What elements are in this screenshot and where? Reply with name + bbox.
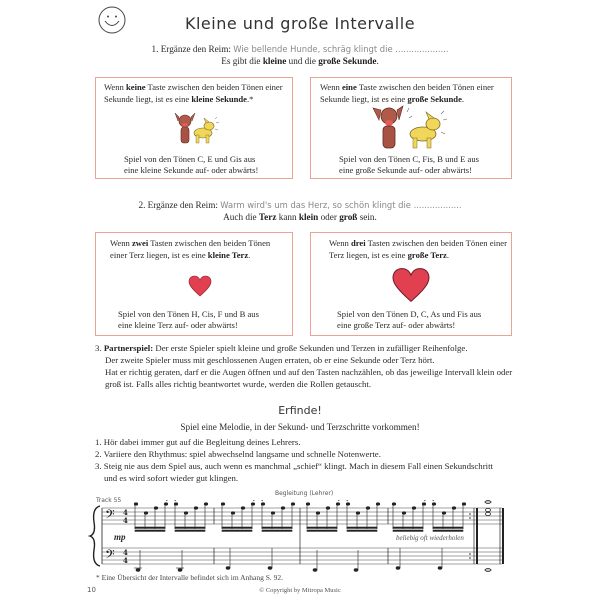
- section1-prompt: [0, 43, 600, 55]
- text: Taste zwischen den beiden Tönen einer Sekunde liegt, ist es eine: [104, 82, 283, 104]
- footnote: * Eine Übersicht der Intervalle befindet sich im Anhang S. 92.: [96, 573, 284, 582]
- text: Tasten zwischen den beiden Tönen einer Terz liegen, ist es eine: [110, 238, 271, 260]
- text: und die: [286, 56, 319, 66]
- bold-text: kleine Terz: [207, 249, 249, 260]
- bass-clef-icon: 𝄢: [105, 507, 115, 525]
- grosse-terz-box: [310, 232, 512, 336]
- partnerspiel-line2: Der zweite Spieler muss mit geschlossenen Augen erraten, ob er eine Sekunde oder Terz hört.: [105, 355, 435, 365]
- bold-text: eine: [341, 82, 357, 92]
- bold-text: große Terz: [407, 249, 447, 260]
- list-number: 3.: [95, 343, 102, 353]
- bold-text: kleine: [262, 56, 287, 66]
- erfinde-item: 2. Variiere den Rhythmus: spiel abwechselnd langsame und schnelle Notenwerte.: [95, 449, 381, 459]
- kleine-terz-box: [95, 232, 293, 336]
- bold-text: kleine Sekunde: [191, 93, 247, 104]
- partnerspiel-line4: groß ist. Falls alles richtig beantwortet wurde, werden die Rollen getauscht.: [105, 379, 372, 389]
- text: Wenn: [329, 238, 351, 248]
- text: Es gibt die: [221, 56, 263, 66]
- grosse-sekunde-box: [310, 77, 512, 179]
- text: .: [461, 93, 465, 104]
- instruction-line: eine kleine Sekunde auf- oder abwärts!: [124, 165, 259, 175]
- bold-text: große Sekunde: [407, 93, 462, 104]
- instruction-line: eine große Terz auf- oder abwärts!: [337, 320, 456, 330]
- definition-text: [104, 82, 286, 105]
- text: .: [248, 249, 251, 260]
- dynamic-marking: mp: [114, 532, 126, 542]
- definition-text: [110, 238, 286, 261]
- barking-dogs-illustration: [371, 104, 451, 152]
- bold-text: klein: [298, 212, 319, 222]
- instruction-line: Spiel von den Tönen D, C, As und Fis aus: [337, 309, 482, 319]
- accompaniment-label: Begleitung (Lehrer): [275, 490, 334, 497]
- svg-text:4: 4: [123, 508, 128, 517]
- bold-text: zwei: [131, 238, 149, 248]
- heart-icon: [391, 267, 431, 303]
- prompt-label: 2. Ergänze den Reim:: [138, 200, 218, 210]
- svg-text:4: 4: [123, 516, 128, 525]
- erfinde-heading: Erfinde!: [278, 404, 322, 417]
- page-title: Kleine und große Intervalle: [184, 14, 416, 33]
- erfinde-item: und es wird sofort wieder gut klingen.: [104, 473, 239, 483]
- erfinde-subtitle: Spiel eine Melodie, in der Sekund- und Terzschritte vorkommen!: [180, 422, 420, 432]
- section2-statement: [0, 211, 600, 223]
- music-score: [88, 500, 520, 572]
- text: Auch die: [223, 212, 259, 222]
- bold-text: Terz: [258, 212, 277, 222]
- track-label: Track 55: [96, 497, 122, 504]
- svg-text:4: 4: [123, 556, 128, 565]
- text: .: [446, 249, 450, 260]
- text: Der erste Spieler spielt kleine und große Sekunden und Terzen in zufälliger Reihenfolge.: [153, 343, 468, 353]
- partnerspiel-line1: [95, 343, 525, 355]
- text: Wenn: [104, 82, 126, 92]
- bold-text: groß: [339, 212, 358, 222]
- rhyme-text: Wie bellende Hunde, schräg klingt die ....................: [233, 44, 449, 54]
- instruction-line: eine große Sekunde auf- oder abwärts!: [339, 165, 472, 175]
- instruction-line: Spiel von den Tönen H, Cis, F und B aus: [118, 309, 259, 319]
- text: kann: [276, 212, 299, 222]
- kleine-sekunde-box: [95, 77, 293, 179]
- bold-text: große Sekunde: [318, 56, 377, 66]
- erfinde-item: 3. Steig nie aus dem Spiel aus, auch wenn es manchmal „schief“ klingt. Mach in diesem Fall einen Sekundschritt: [95, 461, 493, 471]
- text: sein.: [357, 212, 377, 222]
- section2-prompt: [0, 199, 600, 211]
- repeat-instruction: beliebig oft wiederholen: [396, 534, 464, 542]
- bass-clef-icon: 𝄢: [105, 547, 115, 565]
- prompt-label: 1. Ergänze den Reim:: [151, 44, 231, 54]
- erfinde-item: 1. Hör dabei immer gut auf die Begleitung deines Lehrers.: [95, 437, 301, 447]
- text: oder: [318, 212, 340, 222]
- section1-statement: [0, 55, 600, 67]
- page-number: 10: [87, 586, 96, 594]
- text: Wenn: [110, 238, 132, 248]
- instruction-line: Spiel von den Tönen C, E und Gis aus: [124, 154, 256, 164]
- bold-text: Partnerspiel:: [103, 343, 154, 353]
- text: Wenn: [320, 82, 342, 92]
- instruction-line: Spiel von den Tönen C, Fis, B und E aus: [339, 154, 479, 164]
- text: Taste zwischen den beiden Tönen einer Sekunde liegt, ist es eine: [320, 82, 494, 104]
- definition-text: [320, 82, 506, 105]
- definition-text: [329, 238, 509, 261]
- bold-text: drei: [350, 238, 366, 248]
- partnerspiel-line3: Hat er richtig geraten, darf er die Augen öffnen und auf den Tasten nachzählen, ob das jeweilige Intervall klein oder: [105, 367, 513, 377]
- instruction-line: eine kleine Terz auf- oder abwärts!: [118, 320, 238, 330]
- text: .*: [247, 93, 254, 104]
- text: .: [376, 56, 379, 66]
- text: Tasten zwischen den beiden Tönen einer Terz liegen, ist es eine: [329, 238, 507, 260]
- bold-text: keine: [125, 82, 146, 92]
- barking-dogs-illustration: [173, 109, 219, 147]
- copyright: © Copyright by Mitropa Music: [259, 587, 341, 594]
- brace-icon: [90, 506, 100, 566]
- rhyme-text: Warm wird's um das Herz, so schön klingt die ..................: [220, 200, 462, 210]
- svg-text:4: 4: [123, 548, 128, 557]
- heart-icon: [188, 275, 212, 297]
